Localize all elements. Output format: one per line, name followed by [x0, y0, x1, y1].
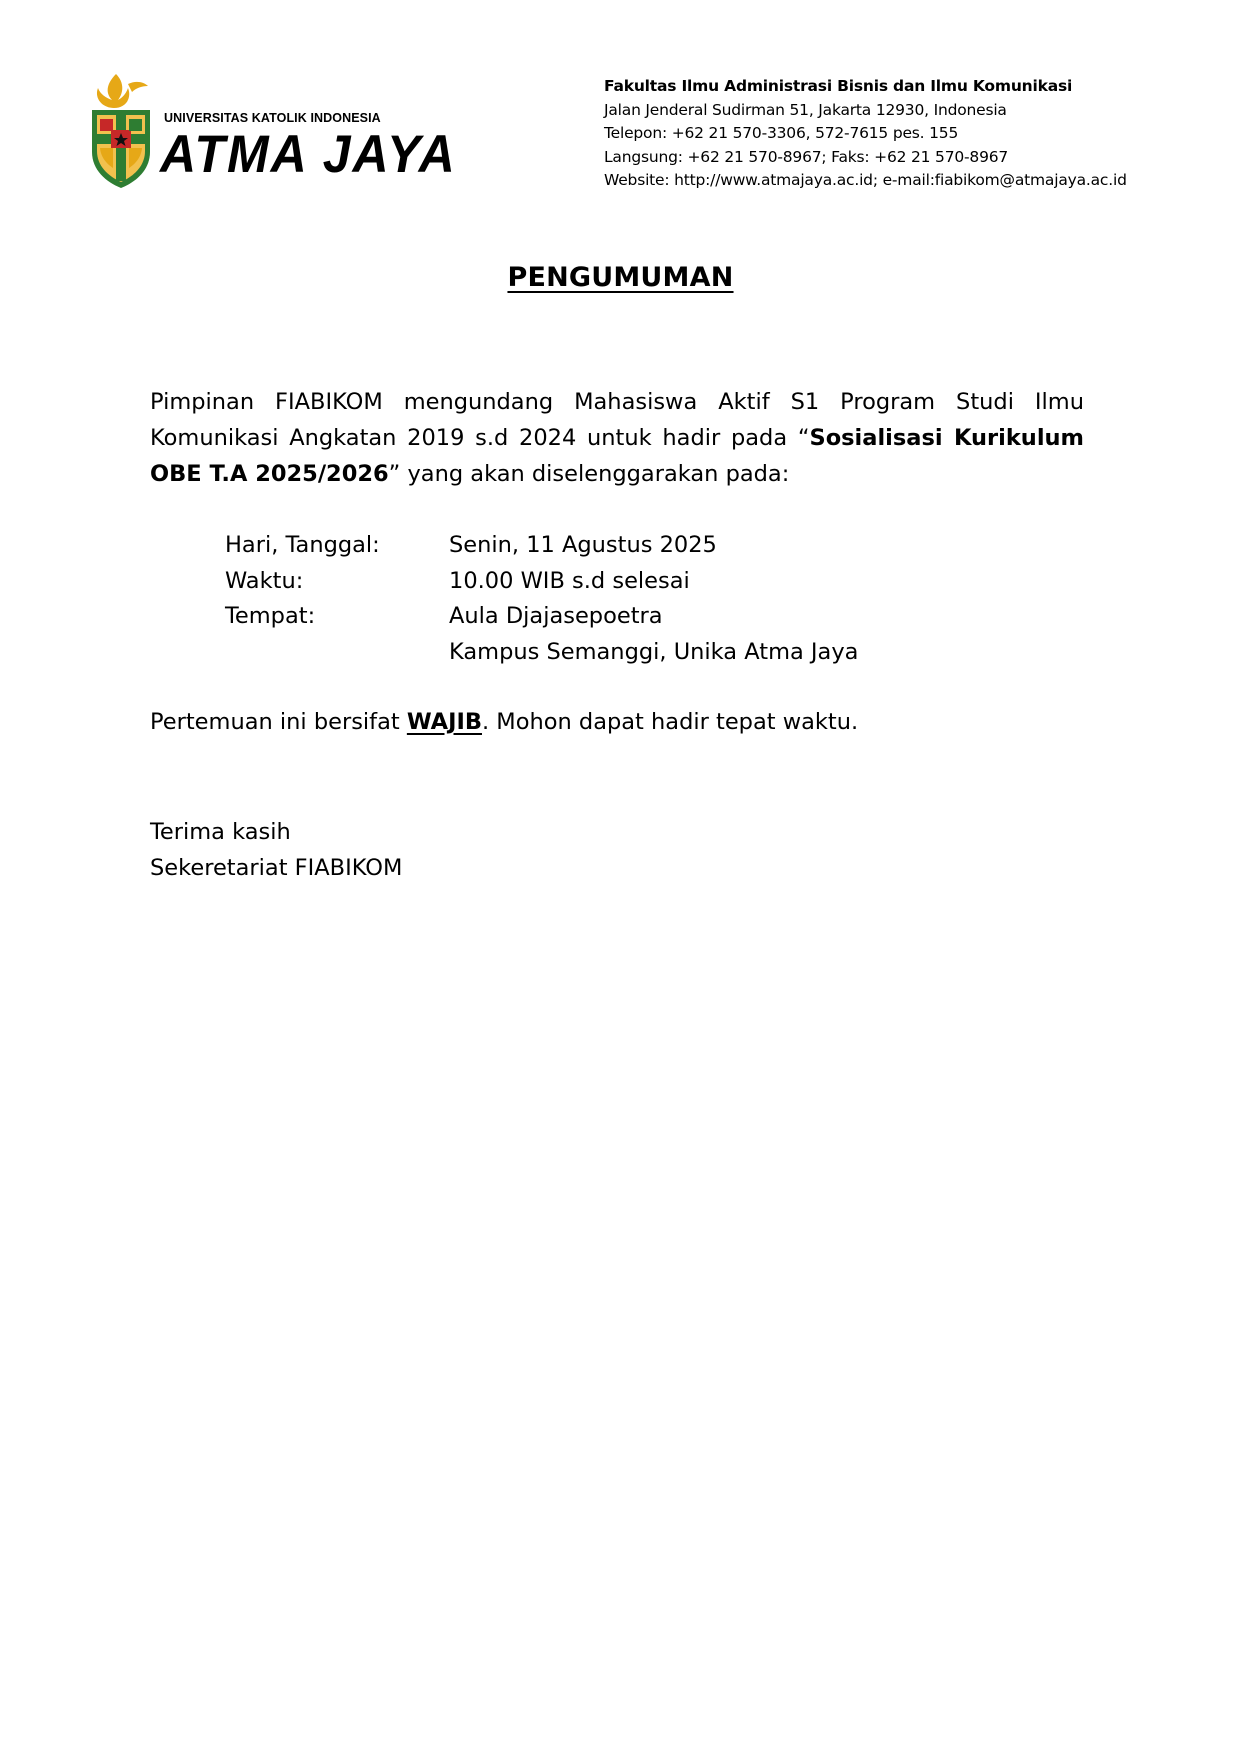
faculty-name: Fakultas Ilmu Administrasi Bisnis dan Ilmu Komunikasi	[604, 77, 1073, 95]
address-line: Jalan Jenderal Sudirman 51, Jakarta 12930, Indonesia	[604, 100, 1007, 119]
university-logo	[86, 72, 457, 190]
letterhead-contact	[604, 75, 1127, 193]
direct-line: Langsung: +62 21 570-8967; Faks: +62 21 570-8967	[604, 147, 1009, 166]
logo-name: ATMA JAYA	[160, 125, 457, 184]
event-name: Sosialisasi Kurikulum OBE T.A 2025/2026	[150, 425, 1084, 487]
page-title: PENGUMUMAN	[507, 262, 734, 293]
detail-value: Aula Djajasepoetra	[449, 603, 663, 629]
detail-value: 10.00 WIB s.d selesai	[449, 567, 690, 594]
notice-text-before: Pertemuan ini bersifat	[150, 709, 407, 735]
intro-text-before: Pimpinan FIABIKOM mengundang Mahasiswa Aktif S1 Program Studi Ilmu Komunikasi Angkatan 2019 s.d 2024 untuk hadir pada “	[150, 389, 1084, 451]
detail-row-place-campus	[225, 635, 858, 671]
detail-row-place	[225, 599, 858, 635]
intro-paragraph	[150, 384, 1084, 492]
atma-jaya-emblem-icon	[86, 72, 156, 190]
event-details	[225, 528, 858, 670]
website-line: Website: http://www.atmajaya.ac.id; e-mail:fiabikom@atmajaya.ac.id	[604, 171, 1127, 189]
attendance-notice	[150, 704, 1084, 740]
detail-value: Kampus Semanggi, Unika Atma Jaya	[449, 638, 859, 665]
intro-text-after: ” yang akan diselenggarakan pada:	[388, 461, 790, 487]
closing-signature: Sekeretariat FIABIKOM	[150, 855, 403, 881]
closing-block	[150, 814, 1084, 886]
phone-line: Telepon: +62 21 570-3306, 572-7615 pes. 155	[604, 124, 959, 142]
detail-label	[225, 635, 449, 671]
logo-subtitle: UNIVERSITAS KATOLIK INDONESIA	[164, 111, 381, 125]
detail-row-date	[225, 528, 858, 564]
closing-thanks: Terima kasih	[150, 819, 291, 845]
detail-row-time	[225, 564, 858, 600]
notice-text-after: . Mohon dapat hadir tepat waktu.	[481, 709, 859, 735]
detail-label: Hari, Tanggal:	[225, 532, 380, 558]
detail-label: Waktu:	[225, 567, 304, 594]
mandatory-emphasis: WAJIB	[406, 709, 482, 735]
detail-label: Tempat:	[225, 603, 316, 629]
detail-value: Senin, 11 Agustus 2025	[449, 532, 717, 558]
